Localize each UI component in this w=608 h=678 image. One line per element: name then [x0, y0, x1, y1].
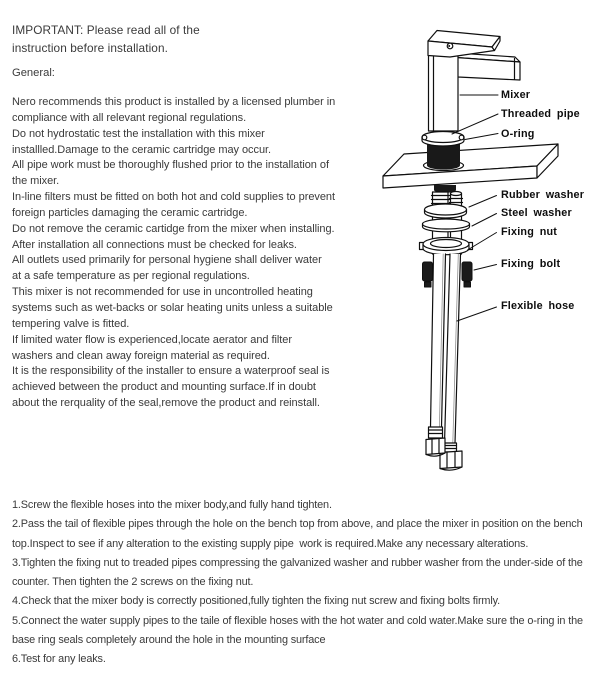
label-rubber-washer: Rubber washer — [501, 189, 585, 201]
steel-washer — [423, 219, 470, 232]
fixing-nut — [420, 238, 473, 255]
step-line: 3.Tighten the fixing nut to treaded pipes compressing the galvanized washer and rubber washer from the under-side of the — [12, 556, 583, 569]
fixing-bolt-right — [462, 262, 472, 287]
leader-steel-washer — [472, 214, 497, 227]
installation-diagram — [378, 0, 608, 490]
leader-threaded-pipe — [452, 114, 498, 134]
label-mixer: Mixer — [501, 89, 531, 101]
paragraph-line: washers and clean away foreign material as required. — [12, 349, 270, 362]
step-line: 1.Screw the flexible hoses into the mixer body,and fully hand tighten. — [12, 499, 332, 511]
rubber-washer — [425, 204, 467, 218]
paragraph-line: Do not remove the ceramic cartidge from the mixer when installing. — [12, 222, 335, 235]
heading-line-2: instruction before installation. — [12, 41, 168, 55]
paragraph-line: All outlets used primarily for personal hygiene shall deliver water — [12, 254, 322, 267]
paragraph-line: systems such as wet-backs or solar heating units unless a suitable — [12, 301, 333, 314]
installation-steps — [12, 496, 583, 670]
step-line: base ring seals completely around the hole in the mounting surface — [12, 634, 326, 647]
label-fixing-nut: Fixing nut — [501, 226, 558, 238]
paragraph-line: This mixer is not recommended for use in uncontrolled heating — [12, 286, 313, 299]
general-paragraph — [12, 95, 335, 412]
step-line: 5.Connect the water supply pipes to the taile of flexible hoses with the hot water and cold water.Make sure the o-ring in the — [12, 614, 583, 627]
label-o-ring: O-ring — [501, 128, 535, 140]
o-ring-flange — [422, 132, 464, 147]
leader-fixing-nut — [468, 233, 497, 251]
paragraph-line: Do not hydrostatic test the installation with this mixer — [12, 127, 265, 140]
label-flexible-hose: Flexible hose — [501, 300, 575, 312]
leader-flexible-hose — [457, 307, 497, 321]
paragraph-line: It is the responsibility of the installer to ensure a waterproof seal is — [12, 365, 330, 378]
paragraph-line: at a safe temperature as per regional regulations. — [12, 270, 250, 283]
step-line: 6.Test for any leaks. — [12, 653, 106, 666]
general-label: General: — [12, 67, 55, 79]
leader-o-ring — [465, 134, 498, 140]
paragraph-line: tempering valve is fitted. — [12, 317, 130, 330]
countertop-slab — [383, 144, 558, 188]
important-heading — [12, 21, 200, 57]
leader-fixing-bolt — [474, 265, 497, 271]
step-line: 4.Check that the mixer body is correctly positioned,fully tighten the fixing nut screw and fixing bolts firmly. — [12, 595, 500, 608]
paragraph-line: All pipe work must be thoroughly flushed prior to the installation of — [12, 159, 329, 172]
paragraph-line: about the rerquality of the seal,remove the product and reinstall. — [12, 397, 320, 410]
mixer-body — [429, 50, 459, 131]
label-threaded-pipe: Threaded pipe — [501, 108, 580, 120]
leader-rubber-washer — [469, 196, 497, 208]
step-line: counter. Then tighten the 2 screws on the fixing nut. — [12, 576, 254, 589]
paragraph-line: compliance with all relevant regional regulations. — [12, 111, 247, 124]
heading-line-1: IMPORTANT: Please read all of the — [12, 23, 200, 37]
paragraph-line: foreign particles damaging the ceramic cartridge. — [12, 206, 248, 219]
paragraph-line: the mixer. — [12, 175, 60, 188]
mixer-spout — [450, 53, 520, 81]
paragraph-line: In-line filters must be fitted on both hot and cold supplies to prevent — [12, 191, 335, 204]
paragraph-line: After installation all connections must be checked for leaks. — [12, 238, 297, 251]
paragraph-line: achieved between the product and mounting surface.If in doubt — [12, 381, 316, 394]
step-line: 2.Pass the tail of flexible pipes through the hole on the bench top from above, and place the mixer in position on the bench — [12, 518, 583, 531]
fixing-bolt-left — [423, 262, 433, 287]
paragraph-line: If limited water flow is experienced,locate aerator and filter — [12, 333, 292, 346]
paragraph-line: installled.Damage to the ceramic cartridge may occur. — [12, 143, 272, 156]
label-steel-washer: Steel washer — [501, 207, 572, 219]
mixer-handle — [428, 31, 500, 58]
step-line: top.Inspect to see if any alteration to the existing supply pipe work is required.Make any necessary alterations. — [12, 537, 529, 550]
label-fixing-bolt: Fixing bolt — [501, 258, 561, 270]
paragraph-line: Nero recommends this product is installed by a licensed plumber in — [12, 96, 336, 108]
